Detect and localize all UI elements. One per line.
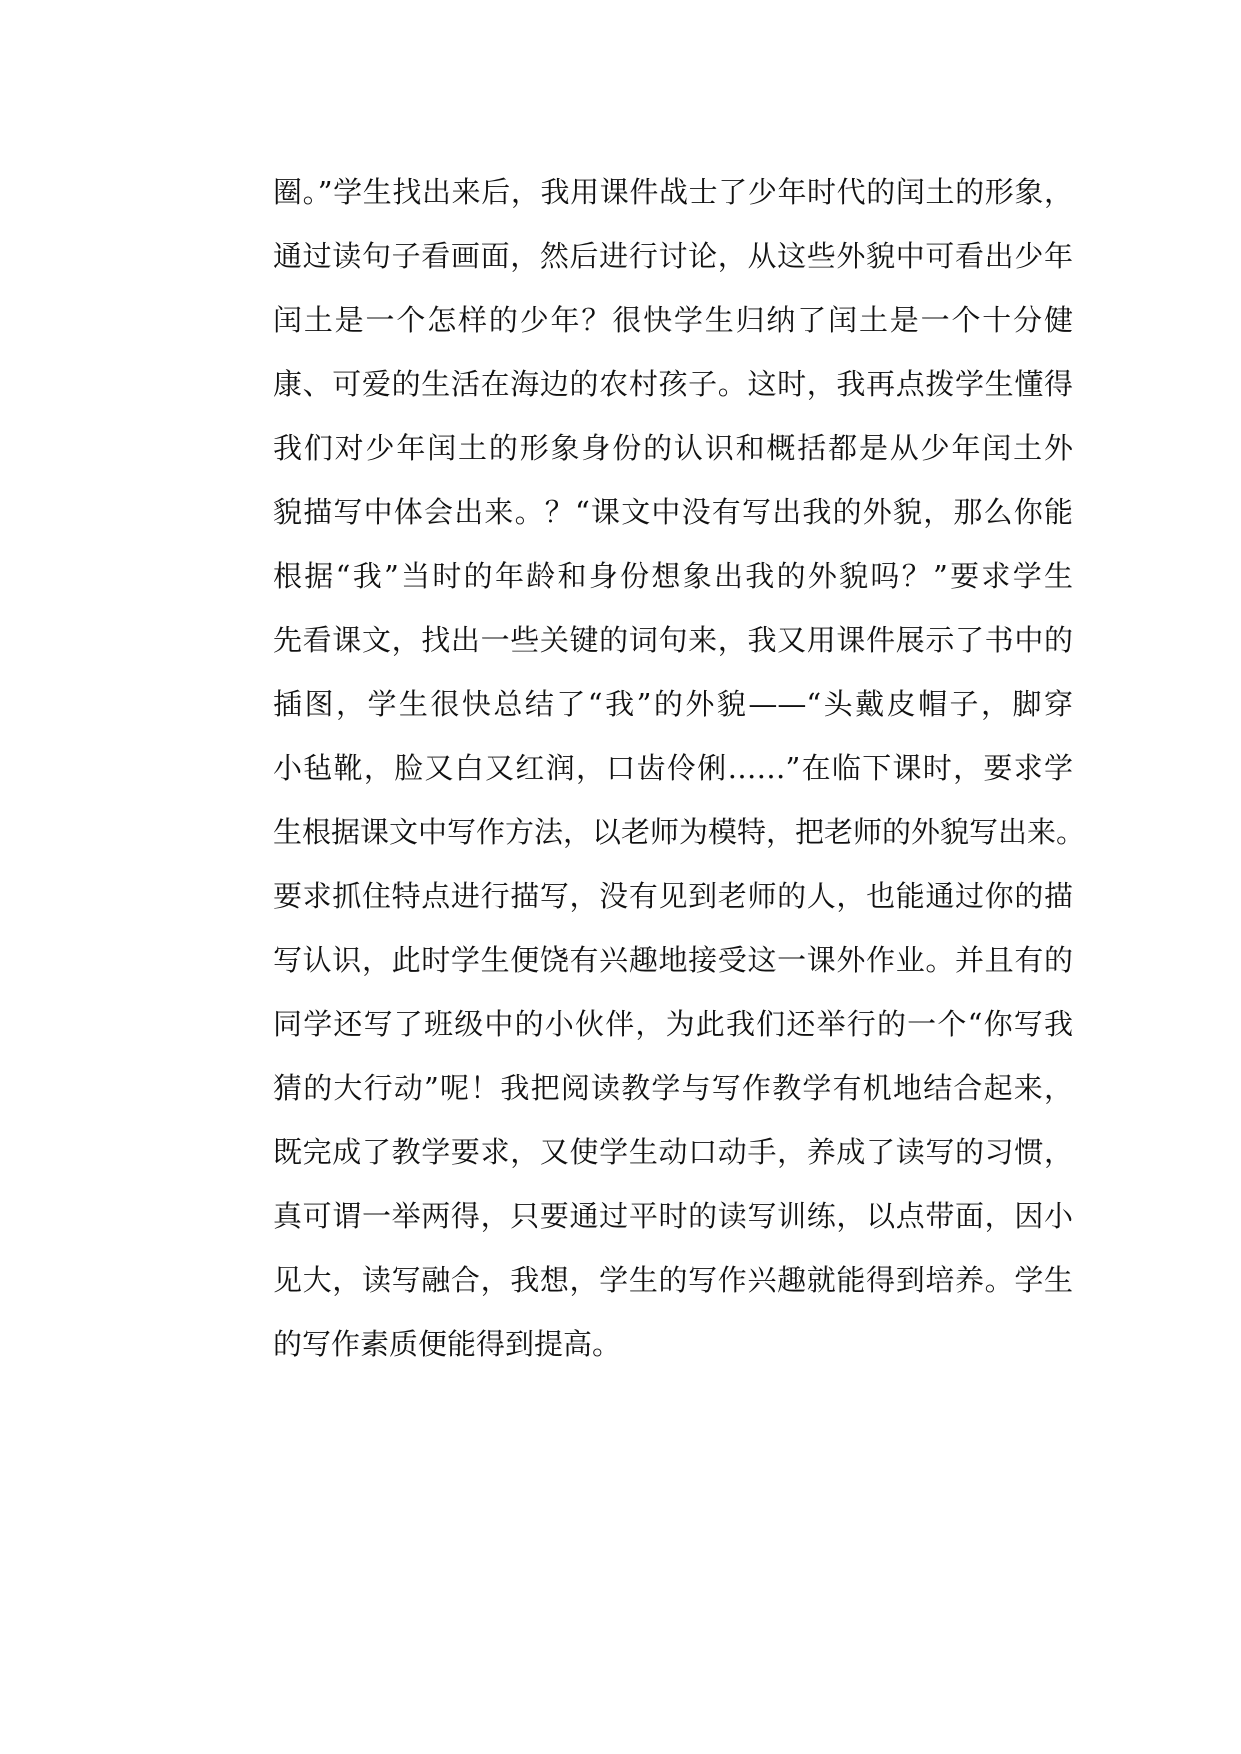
text-line: 通过读句子看画面，然后进行讨论，从这些外貌中可看出少年 — [273, 239, 1073, 273]
body-paragraph — [273, 160, 1086, 1376]
text-line: 插图，学生很快总结了“我”的外貌——“头戴皮帽子，脚穿 — [273, 687, 1073, 721]
text-line: 圈。”学生找出来后，我用课件战士了少年时代的闰土的形象， — [273, 175, 1073, 209]
text-line: 见大，读写融合，我想，学生的写作兴趣就能得到培养。学生 — [273, 1263, 1073, 1297]
text-line: 生根据课文中写作方法，以老师为模特，把老师的外貌写出来。 — [273, 815, 1086, 849]
text-line: 既完成了教学要求，又使学生动口动手，养成了读写的习惯， — [273, 1135, 1073, 1169]
text-line: 根据“我”当时的年龄和身份想象出我的外貌吗？”要求学生 — [273, 559, 1073, 593]
text-line: 猜的大行动”呢！我把阅读教学与写作教学有机地结合起来， — [273, 1071, 1073, 1105]
text-line: 写认识，此时学生便饶有兴趣地接受这一课外作业。并且有的 — [273, 943, 1073, 977]
text-line: 要求抓住特点进行描写，没有见到老师的人，也能通过你的描 — [273, 879, 1073, 913]
text-line: 貌描写中体会出来。？“课文中没有写出我的外貌，那么你能 — [273, 495, 1073, 529]
text-line: 闰土是一个怎样的少年？很快学生归纳了闰土是一个十分健 — [273, 303, 1073, 337]
text-line: 我们对少年闰土的形象身份的认识和概括都是从少年闰土外 — [273, 431, 1073, 465]
text-line-last: 的写作素质便能得到提高。 — [273, 1327, 622, 1361]
text-line: 真可谓一举两得，只要通过平时的读写训练，以点带面，因小 — [273, 1199, 1073, 1233]
text-line: 先看课文，找出一些关键的词句来，我又用课件展示了书中的 — [273, 623, 1073, 657]
text-line: 小毡靴，脸又白又红润，口齿伶俐……”在临下课时，要求学 — [273, 751, 1073, 785]
text-line: 康、可爱的生活在海边的农村孩子。这时，我再点拨学生懂得 — [273, 367, 1073, 401]
text-line: 同学还写了班级中的小伙伴，为此我们还举行的一个“你写我 — [273, 1007, 1073, 1041]
